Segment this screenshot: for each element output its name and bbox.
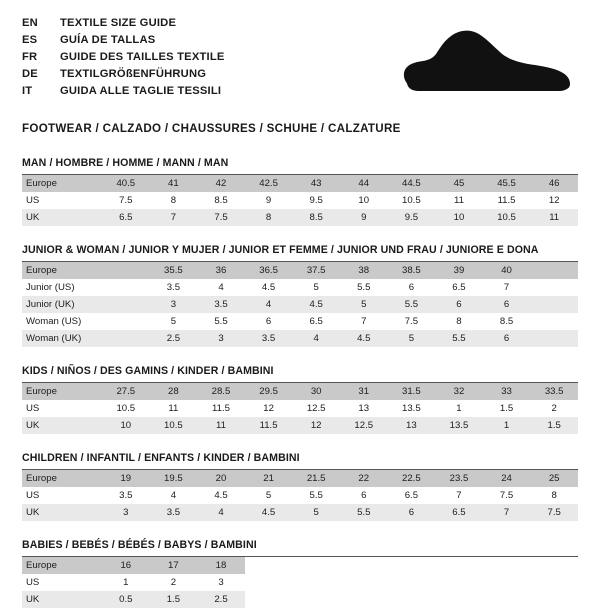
table-row [22, 487, 578, 504]
row-label: US [22, 192, 102, 209]
cell: 37.5 [292, 262, 340, 279]
cell: 6 [245, 313, 293, 330]
cell: 10.5 [483, 209, 531, 226]
table-row [22, 330, 578, 347]
cell: 3 [197, 574, 245, 591]
cell: 5 [292, 279, 340, 296]
table-row [22, 400, 578, 417]
cell: 2.5 [197, 591, 245, 608]
row-label: Europe [22, 383, 102, 400]
size-table [22, 557, 578, 608]
cell [102, 279, 150, 296]
cell: 2.5 [150, 330, 198, 347]
cell: 8 [435, 313, 483, 330]
cell: 8 [150, 192, 198, 209]
cell: 10.5 [150, 417, 198, 434]
section-junior-woman [22, 244, 578, 347]
cell: 6 [388, 279, 436, 296]
section-heading: JUNIOR & WOMAN / JUNIOR Y MUJER / JUNIOR ET FEMME / JUNIOR UND FRAU / JUNIORE E DONA [22, 244, 578, 262]
cell: 39 [435, 262, 483, 279]
cell: 7.5 [388, 313, 436, 330]
cell: 20 [197, 470, 245, 487]
cell: 13.5 [388, 400, 436, 417]
dress-shoe-icon [389, 22, 574, 102]
cell: 7.5 [102, 192, 150, 209]
cell: 11 [197, 417, 245, 434]
cell-empty [292, 574, 340, 591]
cell: 40 [483, 262, 531, 279]
cell: 8.5 [197, 192, 245, 209]
language-title: GUIDE DES TAILLES TEXTILE [60, 51, 225, 63]
language-row [22, 84, 225, 99]
cell: 40.5 [102, 175, 150, 192]
cell: 4.5 [245, 279, 293, 296]
cell: 19 [102, 470, 150, 487]
cell [102, 296, 150, 313]
cell: 7 [483, 504, 531, 521]
section-babies [22, 539, 578, 608]
cell: 45.5 [483, 175, 531, 192]
table-row [22, 417, 578, 434]
row-label: UK [22, 591, 102, 608]
cell: 5 [150, 313, 198, 330]
cell: 28 [150, 383, 198, 400]
cell: 4.5 [197, 487, 245, 504]
cell: 28.5 [197, 383, 245, 400]
cell: 32 [435, 383, 483, 400]
cell: 7 [435, 487, 483, 504]
table-row [22, 470, 578, 487]
language-row [22, 33, 225, 48]
cell [102, 313, 150, 330]
cell: 10 [340, 192, 388, 209]
cell: 7 [483, 279, 531, 296]
language-code: DE [22, 68, 38, 80]
cell: 35.5 [150, 262, 198, 279]
cell: 6 [388, 504, 436, 521]
language-title: GUIDA ALLE TAGLIE TESSILI [60, 85, 222, 97]
cell: 36 [197, 262, 245, 279]
cell: 31 [340, 383, 388, 400]
cell-empty [388, 557, 436, 574]
cell: 0.5 [102, 591, 150, 608]
cell: 13.5 [435, 417, 483, 434]
cell: 13 [388, 417, 436, 434]
cell-empty [483, 574, 531, 591]
cell: 6 [483, 296, 531, 313]
row-label: UK [22, 209, 102, 226]
table-row [22, 175, 578, 192]
section-heading: BABIES / BEBÉS / BÉBÉS / BABYS / BAMBINI [22, 539, 578, 557]
cell [102, 330, 150, 347]
cell: 11.5 [197, 400, 245, 417]
section-heading: MAN / HOMBRE / HOMME / MANN / MAN [22, 157, 578, 175]
cell: 5 [292, 504, 340, 521]
cell: 8 [530, 487, 578, 504]
cell: 44.5 [388, 175, 436, 192]
cell: 45 [435, 175, 483, 192]
cell: 4 [197, 504, 245, 521]
cell: 6.5 [435, 279, 483, 296]
section-heading: KIDS / NIÑOS / DES GAMINS / KINDER / BAMBINI [22, 365, 578, 383]
cell-empty [435, 557, 483, 574]
cell: 5.5 [292, 487, 340, 504]
cell: 3.5 [150, 279, 198, 296]
row-label: Europe [22, 175, 102, 192]
cell-empty [292, 557, 340, 574]
cell: 13 [340, 400, 388, 417]
cell: 38.5 [388, 262, 436, 279]
cell: 10.5 [102, 400, 150, 417]
size-table [22, 175, 578, 226]
cell: 3.5 [150, 504, 198, 521]
cell: 3 [197, 330, 245, 347]
cell-empty [340, 557, 388, 574]
cell: 2 [150, 574, 198, 591]
cell: 1.5 [150, 591, 198, 608]
cell-empty [340, 574, 388, 591]
cell-empty [435, 574, 483, 591]
cell: 5.5 [435, 330, 483, 347]
row-label: UK [22, 417, 102, 434]
section-kids [22, 365, 578, 434]
cell [530, 313, 578, 330]
cell: 21.5 [292, 470, 340, 487]
cell: 4 [292, 330, 340, 347]
row-label: US [22, 574, 102, 591]
cell: 9 [245, 192, 293, 209]
cell: 10 [102, 417, 150, 434]
cell [102, 262, 150, 279]
row-label: Junior (US) [22, 279, 102, 296]
cell: 36.5 [245, 262, 293, 279]
row-label: Woman (US) [22, 313, 102, 330]
cell: 3.5 [197, 296, 245, 313]
language-title-list [22, 16, 225, 99]
cell [530, 279, 578, 296]
cell: 11 [530, 209, 578, 226]
cell: 11 [150, 400, 198, 417]
cell: 7 [150, 209, 198, 226]
cell: 3 [102, 504, 150, 521]
cell: 1 [102, 574, 150, 591]
cell: 5 [340, 296, 388, 313]
cell: 11.5 [483, 192, 531, 209]
cell: 5 [388, 330, 436, 347]
cell: 4.5 [340, 330, 388, 347]
cell: 7.5 [530, 504, 578, 521]
table-row [22, 313, 578, 330]
cell: 41 [150, 175, 198, 192]
cell: 5.5 [340, 504, 388, 521]
cell: 5.5 [340, 279, 388, 296]
cell: 8.5 [292, 209, 340, 226]
cell: 12.5 [340, 417, 388, 434]
cell: 21 [245, 470, 293, 487]
document-header [22, 16, 578, 102]
cell: 25 [530, 470, 578, 487]
cell: 6 [483, 330, 531, 347]
row-label: Europe [22, 470, 102, 487]
table-row [22, 383, 578, 400]
cell-empty [530, 574, 578, 591]
cell [530, 296, 578, 313]
cell-empty [483, 557, 531, 574]
table-row [22, 574, 578, 591]
cell: 4 [245, 296, 293, 313]
cell: 11.5 [245, 417, 293, 434]
row-label: Woman (UK) [22, 330, 102, 347]
cell: 43 [292, 175, 340, 192]
cell: 22 [340, 470, 388, 487]
language-row [22, 50, 225, 65]
cell: 38 [340, 262, 388, 279]
cell: 12 [292, 417, 340, 434]
cell: 17 [150, 557, 198, 574]
row-label: Europe [22, 262, 102, 279]
cell [530, 262, 578, 279]
cell: 1 [435, 400, 483, 417]
cell: 6.5 [292, 313, 340, 330]
cell: 5 [245, 487, 293, 504]
language-code: ES [22, 34, 38, 46]
cell: 10 [435, 209, 483, 226]
cell: 18 [197, 557, 245, 574]
cell: 8.5 [483, 313, 531, 330]
cell: 3.5 [245, 330, 293, 347]
cell: 1.5 [530, 417, 578, 434]
cell-empty [530, 557, 578, 574]
cell: 4.5 [245, 504, 293, 521]
language-code: EN [22, 17, 38, 29]
cell: 33 [483, 383, 531, 400]
cell: 10.5 [388, 192, 436, 209]
cell: 9.5 [388, 209, 436, 226]
cell: 5.5 [197, 313, 245, 330]
table-row [22, 279, 578, 296]
cell: 6.5 [102, 209, 150, 226]
row-label: US [22, 400, 102, 417]
language-row [22, 16, 225, 31]
cell: 1 [483, 417, 531, 434]
row-label: US [22, 487, 102, 504]
cell: 27.5 [102, 383, 150, 400]
cell: 3.5 [102, 487, 150, 504]
row-label: Junior (UK) [22, 296, 102, 313]
cell [530, 330, 578, 347]
cell: 4 [150, 487, 198, 504]
language-title: TEXTILGRÖßENFÜHRUNG [60, 68, 207, 80]
cell: 9.5 [292, 192, 340, 209]
cell: 23.5 [435, 470, 483, 487]
cell: 6 [435, 296, 483, 313]
cell: 24 [483, 470, 531, 487]
cell: 16 [102, 557, 150, 574]
language-code: FR [22, 51, 38, 63]
row-label: UK [22, 504, 102, 521]
cell: 9 [340, 209, 388, 226]
cell: 12 [530, 192, 578, 209]
cell: 12.5 [292, 400, 340, 417]
table-row [22, 192, 578, 209]
cell: 7.5 [197, 209, 245, 226]
cell: 11 [435, 192, 483, 209]
table-row [22, 209, 578, 226]
cell: 4.5 [292, 296, 340, 313]
cell: 29.5 [245, 383, 293, 400]
cell: 19.5 [150, 470, 198, 487]
cell: 6.5 [388, 487, 436, 504]
cell: 6.5 [435, 504, 483, 521]
cell: 12 [245, 400, 293, 417]
cell-empty [388, 574, 436, 591]
cell-empty [245, 574, 293, 591]
cell: 46 [530, 175, 578, 192]
cell: 4 [197, 279, 245, 296]
size-table [22, 383, 578, 434]
cell-empty [245, 557, 293, 574]
cell: 31.5 [388, 383, 436, 400]
row-label: Europe [22, 557, 102, 574]
cell: 30 [292, 383, 340, 400]
language-title: TEXTILE SIZE GUIDE [60, 17, 177, 29]
cell: 7.5 [483, 487, 531, 504]
size-table [22, 470, 578, 521]
cell: 5.5 [388, 296, 436, 313]
table-row [22, 504, 578, 521]
section-man [22, 157, 578, 226]
cell: 1.5 [483, 400, 531, 417]
language-code: IT [22, 85, 33, 97]
section-children [22, 452, 578, 521]
cell: 6 [340, 487, 388, 504]
cell: 7 [340, 313, 388, 330]
cell: 42 [197, 175, 245, 192]
cell: 42.5 [245, 175, 293, 192]
language-row [22, 67, 225, 82]
table-row [22, 557, 578, 574]
size-table [22, 262, 578, 347]
cell: 22.5 [388, 470, 436, 487]
language-title: GUÍA DE TALLAS [60, 34, 156, 46]
section-heading: CHILDREN / INFANTIL / ENFANTS / KINDER / BAMBINI [22, 452, 578, 470]
cell: 33.5 [530, 383, 578, 400]
cell: 3 [150, 296, 198, 313]
cell: 2 [530, 400, 578, 417]
table-row [22, 262, 578, 279]
table-row [22, 296, 578, 313]
cell: 8 [245, 209, 293, 226]
page-title: FOOTWEAR / CALZADO / CHAUSSURES / SCHUHE / CALZATURE [22, 122, 401, 135]
cell: 44 [340, 175, 388, 192]
